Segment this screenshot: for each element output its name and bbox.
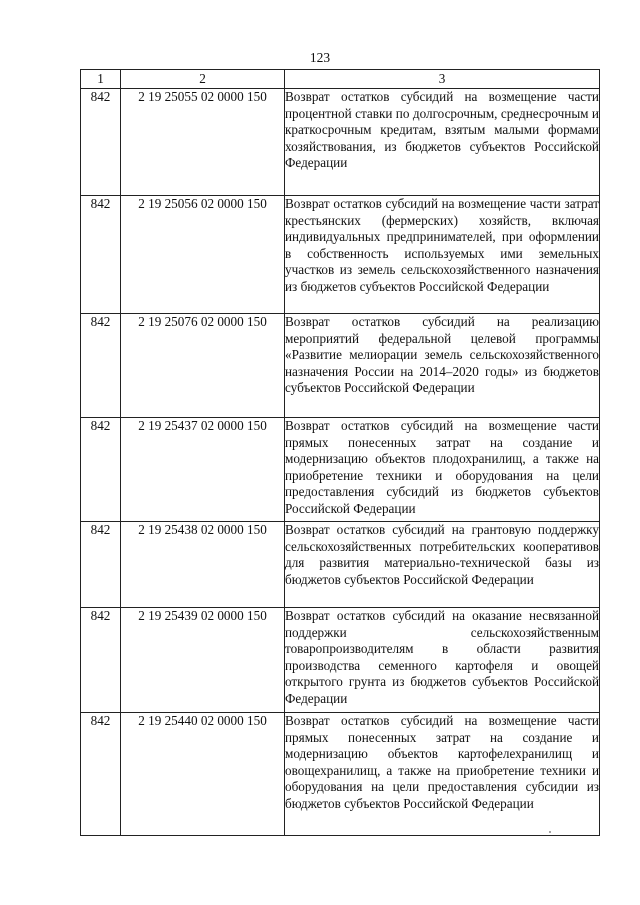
- budget-code-cell: 2 19 25056 02 0000 150: [121, 196, 285, 314]
- table-row: [81, 522, 600, 608]
- header-col-2: 2: [121, 70, 285, 89]
- table-row: [81, 608, 600, 713]
- budget-code-cell: 2 19 25437 02 0000 150: [121, 418, 285, 522]
- admin-code-cell: 842: [81, 196, 121, 314]
- table-header-row: [81, 70, 600, 89]
- admin-code-cell: 842: [81, 713, 121, 836]
- table-row: [81, 314, 600, 418]
- header-col-1: 1: [81, 70, 121, 89]
- admin-code-cell: 842: [81, 89, 121, 196]
- description-cell: Возврат остатков субсидий на возмещение части затрат крестьянских (фермерских) хозяйств, включая индивидуальных предпринимателей, при оформлении в собственность используемых ими земельных участков из земель сельскохозяйственного назначения из бюджетов субъектов Российской Федерации: [285, 196, 600, 314]
- table-row: [81, 89, 600, 196]
- budget-code-cell: 2 19 25439 02 0000 150: [121, 608, 285, 713]
- budget-code-cell: 2 19 25055 02 0000 150: [121, 89, 285, 196]
- budget-code-cell: 2 19 25440 02 0000 150: [121, 713, 285, 836]
- admin-code-cell: 842: [81, 608, 121, 713]
- budget-codes-table: [80, 69, 600, 836]
- budget-code-cell: 2 19 25076 02 0000 150: [121, 314, 285, 418]
- header-col-3: 3: [285, 70, 600, 89]
- description-cell: Возврат остатков субсидий на возмещение части процентной ставки по долгосрочным, среднесрочным и краткосрочным кредитам, взятым малыми формами хозяйствования, из бюджетов субъектов Российской Федерации: [285, 89, 600, 196]
- table-row: [81, 418, 600, 522]
- admin-code-cell: 842: [81, 314, 121, 418]
- table-row: [81, 196, 600, 314]
- description-cell: Возврат остатков субсидий на реализацию мероприятий федеральной целевой программы «Развитие мелиорации земель сельскохозяйственного назначения России на 2014–2020 годы» из бюджетов субъектов Российской Федерации: [285, 314, 600, 418]
- admin-code-cell: 842: [81, 522, 121, 608]
- admin-code-cell: 842: [81, 418, 121, 522]
- budget-code-cell: 2 19 25438 02 0000 150: [121, 522, 285, 608]
- page-number: 123: [309, 50, 331, 65]
- table-row: [81, 713, 600, 836]
- description-cell: Возврат остатков субсидий на грантовую поддержку сельскохозяйственных потребительских кооперативов для развития материально-технической базы из бюджетов субъектов Российской Федерации: [285, 522, 600, 608]
- description-cell: Возврат остатков субсидий на возмещение части прямых понесенных затрат на создание и модернизацию объектов картофелехранилищ и овощехранилищ, а также на приобретение техники и оборудования на цели предоставления субсидии из бюджетов субъектов Российской Федерации: [285, 713, 600, 836]
- description-cell: Возврат остатков субсидий на возмещение части прямых понесенных затрат на создание и модернизацию объектов плодохранилищ, а также на приобретение техники и оборудования на цели предоставления субсидий из бюджетов субъектов Российской Федерации: [285, 418, 600, 522]
- description-cell: Возврат остатков субсидий на оказание несвязанной поддержки сельскохозяйственным товаропроизводителям в области развития производства семенного картофеля и овощей открытого грунта из бюджетов субъектов Российской Федерации: [285, 608, 600, 713]
- scan-artifact: [549, 831, 551, 833]
